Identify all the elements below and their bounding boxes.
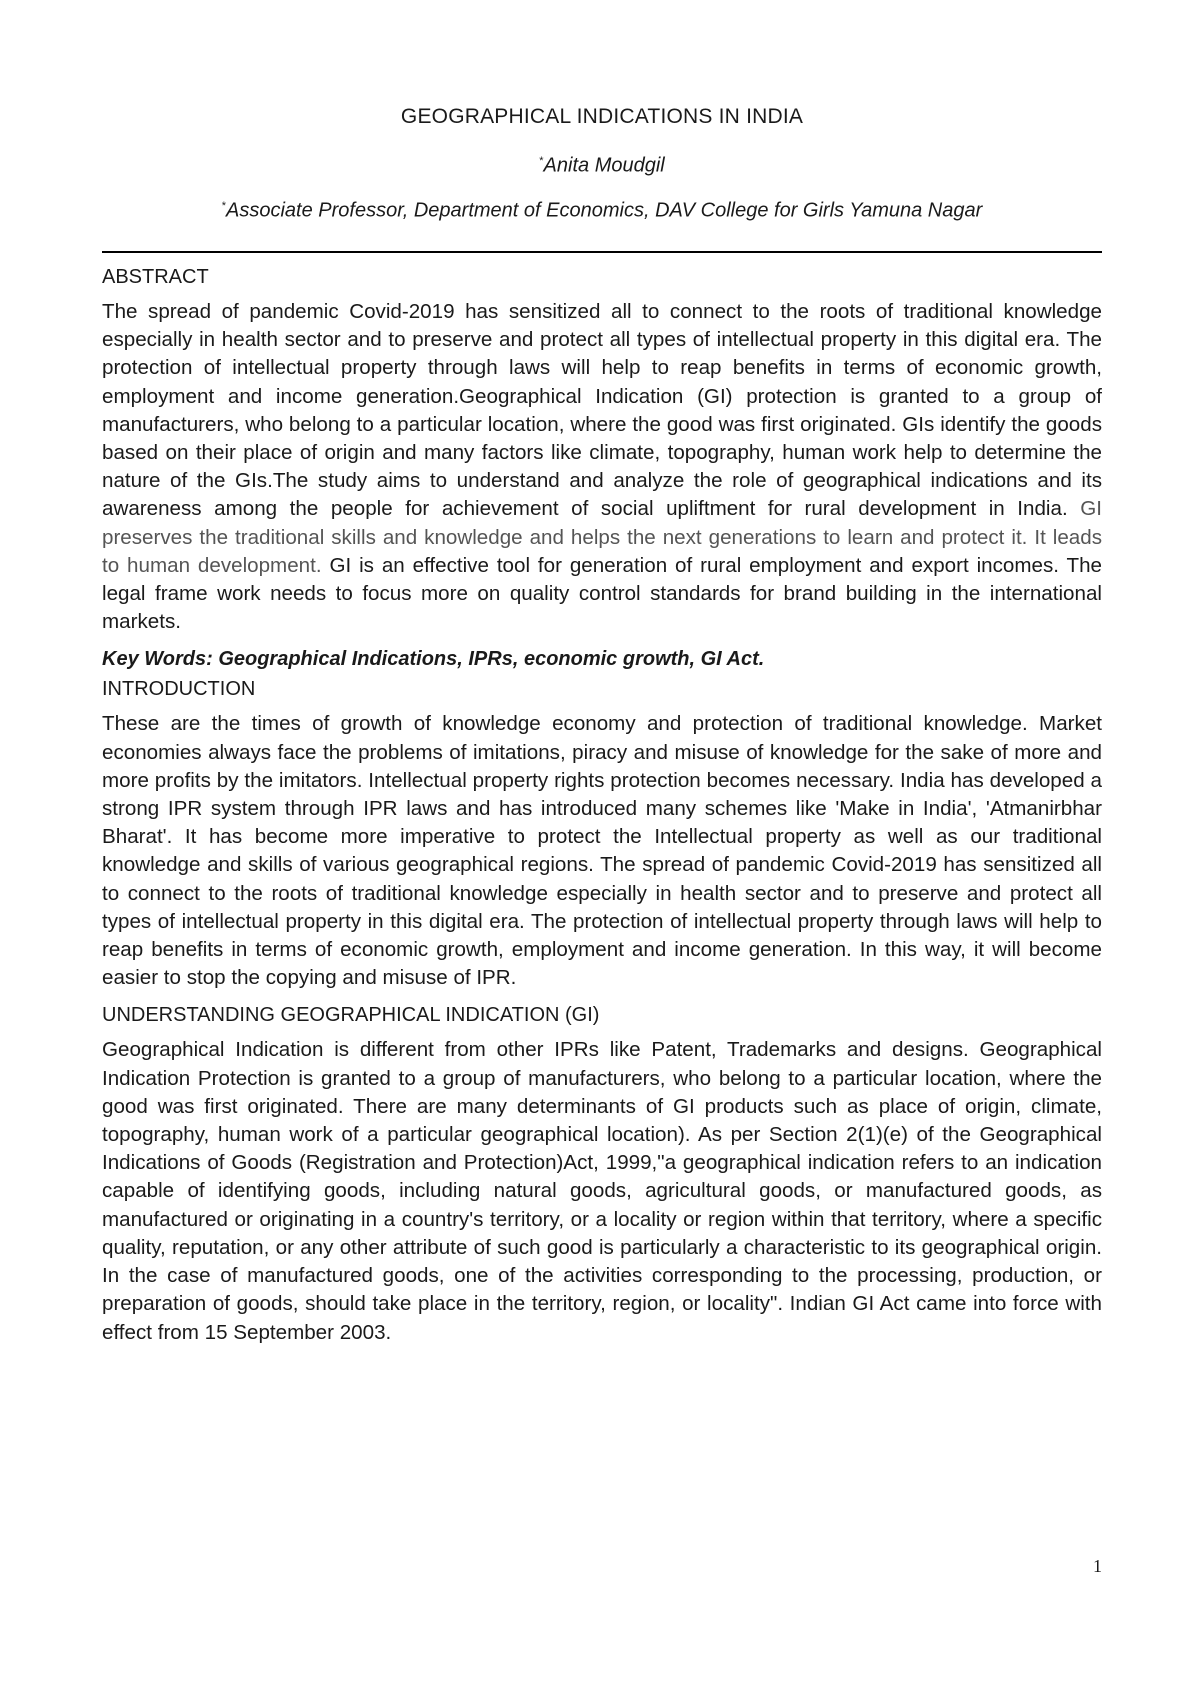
understanding-paragraph: Geographical Indication is different from other IPRs like Patent, Trademarks and designs. Geographical Indication Protection is granted to a group of manufacturers, who belong to a particular location, where the good was first originated. There are many determinants of GI products such as place of origin, climate, topography, human work of a particular geographical location). As per Section 2(1)(e) of the Geographical Indications of Goods (Registration and Protection)Act, 1999,"a geographical indication refers to an indication capable of identifying goods, including natural goods, agricultural goods, or manufactured goods, as manufactured or originating in a country's territory, or a locality or region within that territory, where a specific quality, reputation, or any other attribute of such good is particularly a characteristic to its geographical origin. In the case of manufactured goods, one of the activities corresponding to the processing, production, or preparation of goods, should take place in the territory, region, or locality". Indian GI Act came into force with effect from 15 September 2003. — [102, 1038, 1102, 1344]
introduction-paragraph: These are the times of growth of knowledge economy and protection of traditional knowledge. Market economies always face the problems of imitations, piracy and misuse of knowledge for the sake of more and more profits by the imitators. Intellectual property rights protection becomes necessary. India has developed a strong IPR system through IPR laws and has introduced many schemes like 'Make in India', 'Atmanirbhar Bharat'. It has become more imperative to protect the Intellectual property as well as our traditional knowledge and skills of various geographical regions. The spread of pandemic Covid-2019 has sensitized all to connect to the roots of traditional knowledge especially in health sector and to preserve and protect all types of intellectual property in this digital era. The protection of intellectual property through laws will help to reap benefits in terms of economic growth, employment and income generation. In this way, it will become easier to stop the copying and misuse of IPR. — [102, 712, 1102, 990]
paper-body — [102, 262, 1102, 1347]
page-number: 1 — [1093, 1556, 1102, 1576]
abstract-text-tail: GI is an effective tool for generation of rural employment and export incomes. The legal frame work needs to focus more on quality control standards for brand building in the international markets. — [102, 553, 1102, 634]
author-line — [102, 146, 1102, 181]
paper-header — [102, 102, 1102, 225]
abstract-paragraph — [102, 298, 1102, 636]
affiliation-line — [102, 191, 1102, 226]
keywords-line: Key Words: Geographical Indications, IPRs, economic growth, GI Act. — [102, 648, 765, 671]
header-divider — [102, 251, 1102, 253]
affiliation-marker: * — [221, 199, 226, 212]
abstract-text-main: The spread of pandemic Covid-2019 has sensitized all to connect to the roots of traditional knowledge especially in health sector and to preserve and protect all types of intellectual property in this digital era. The protection of intellectual property through laws will help to reap benefits in terms of economic growth, employment and income generation.Geographical Indication (GI) protection is granted to a group of manufacturers, who belong to a particular location, where the good was first originated. GIs identify the goods based on their place of origin and many factors like climate, topography, human work help to determine the nature of the GIs.The study aims to understand and analyze the role of geographical indications and its awareness among the people for achievement of social upliftment for rural development in India. — [102, 300, 1102, 521]
paper-title: GEOGRAPHICAL INDICATIONS IN INDIA — [400, 105, 804, 128]
author-name: Anita Moudgil — [543, 154, 665, 177]
author-marker: * — [539, 155, 544, 167]
abstract-text-highlight: GI preserves the traditional skills and knowledge and helps the next generations to learn and protect it. It leads to human development. — [102, 497, 1102, 577]
introduction-heading: INTRODUCTION — [102, 678, 256, 701]
abstract-heading: ABSTRACT — [102, 266, 209, 288]
affiliation-text: Associate Professor, Department of Economics, DAV College for Girls Yamuna Nagar — [226, 199, 983, 222]
understanding-heading: UNDERSTANDING GEOGRAPHICAL INDICATION (GI) — [102, 1004, 600, 1027]
